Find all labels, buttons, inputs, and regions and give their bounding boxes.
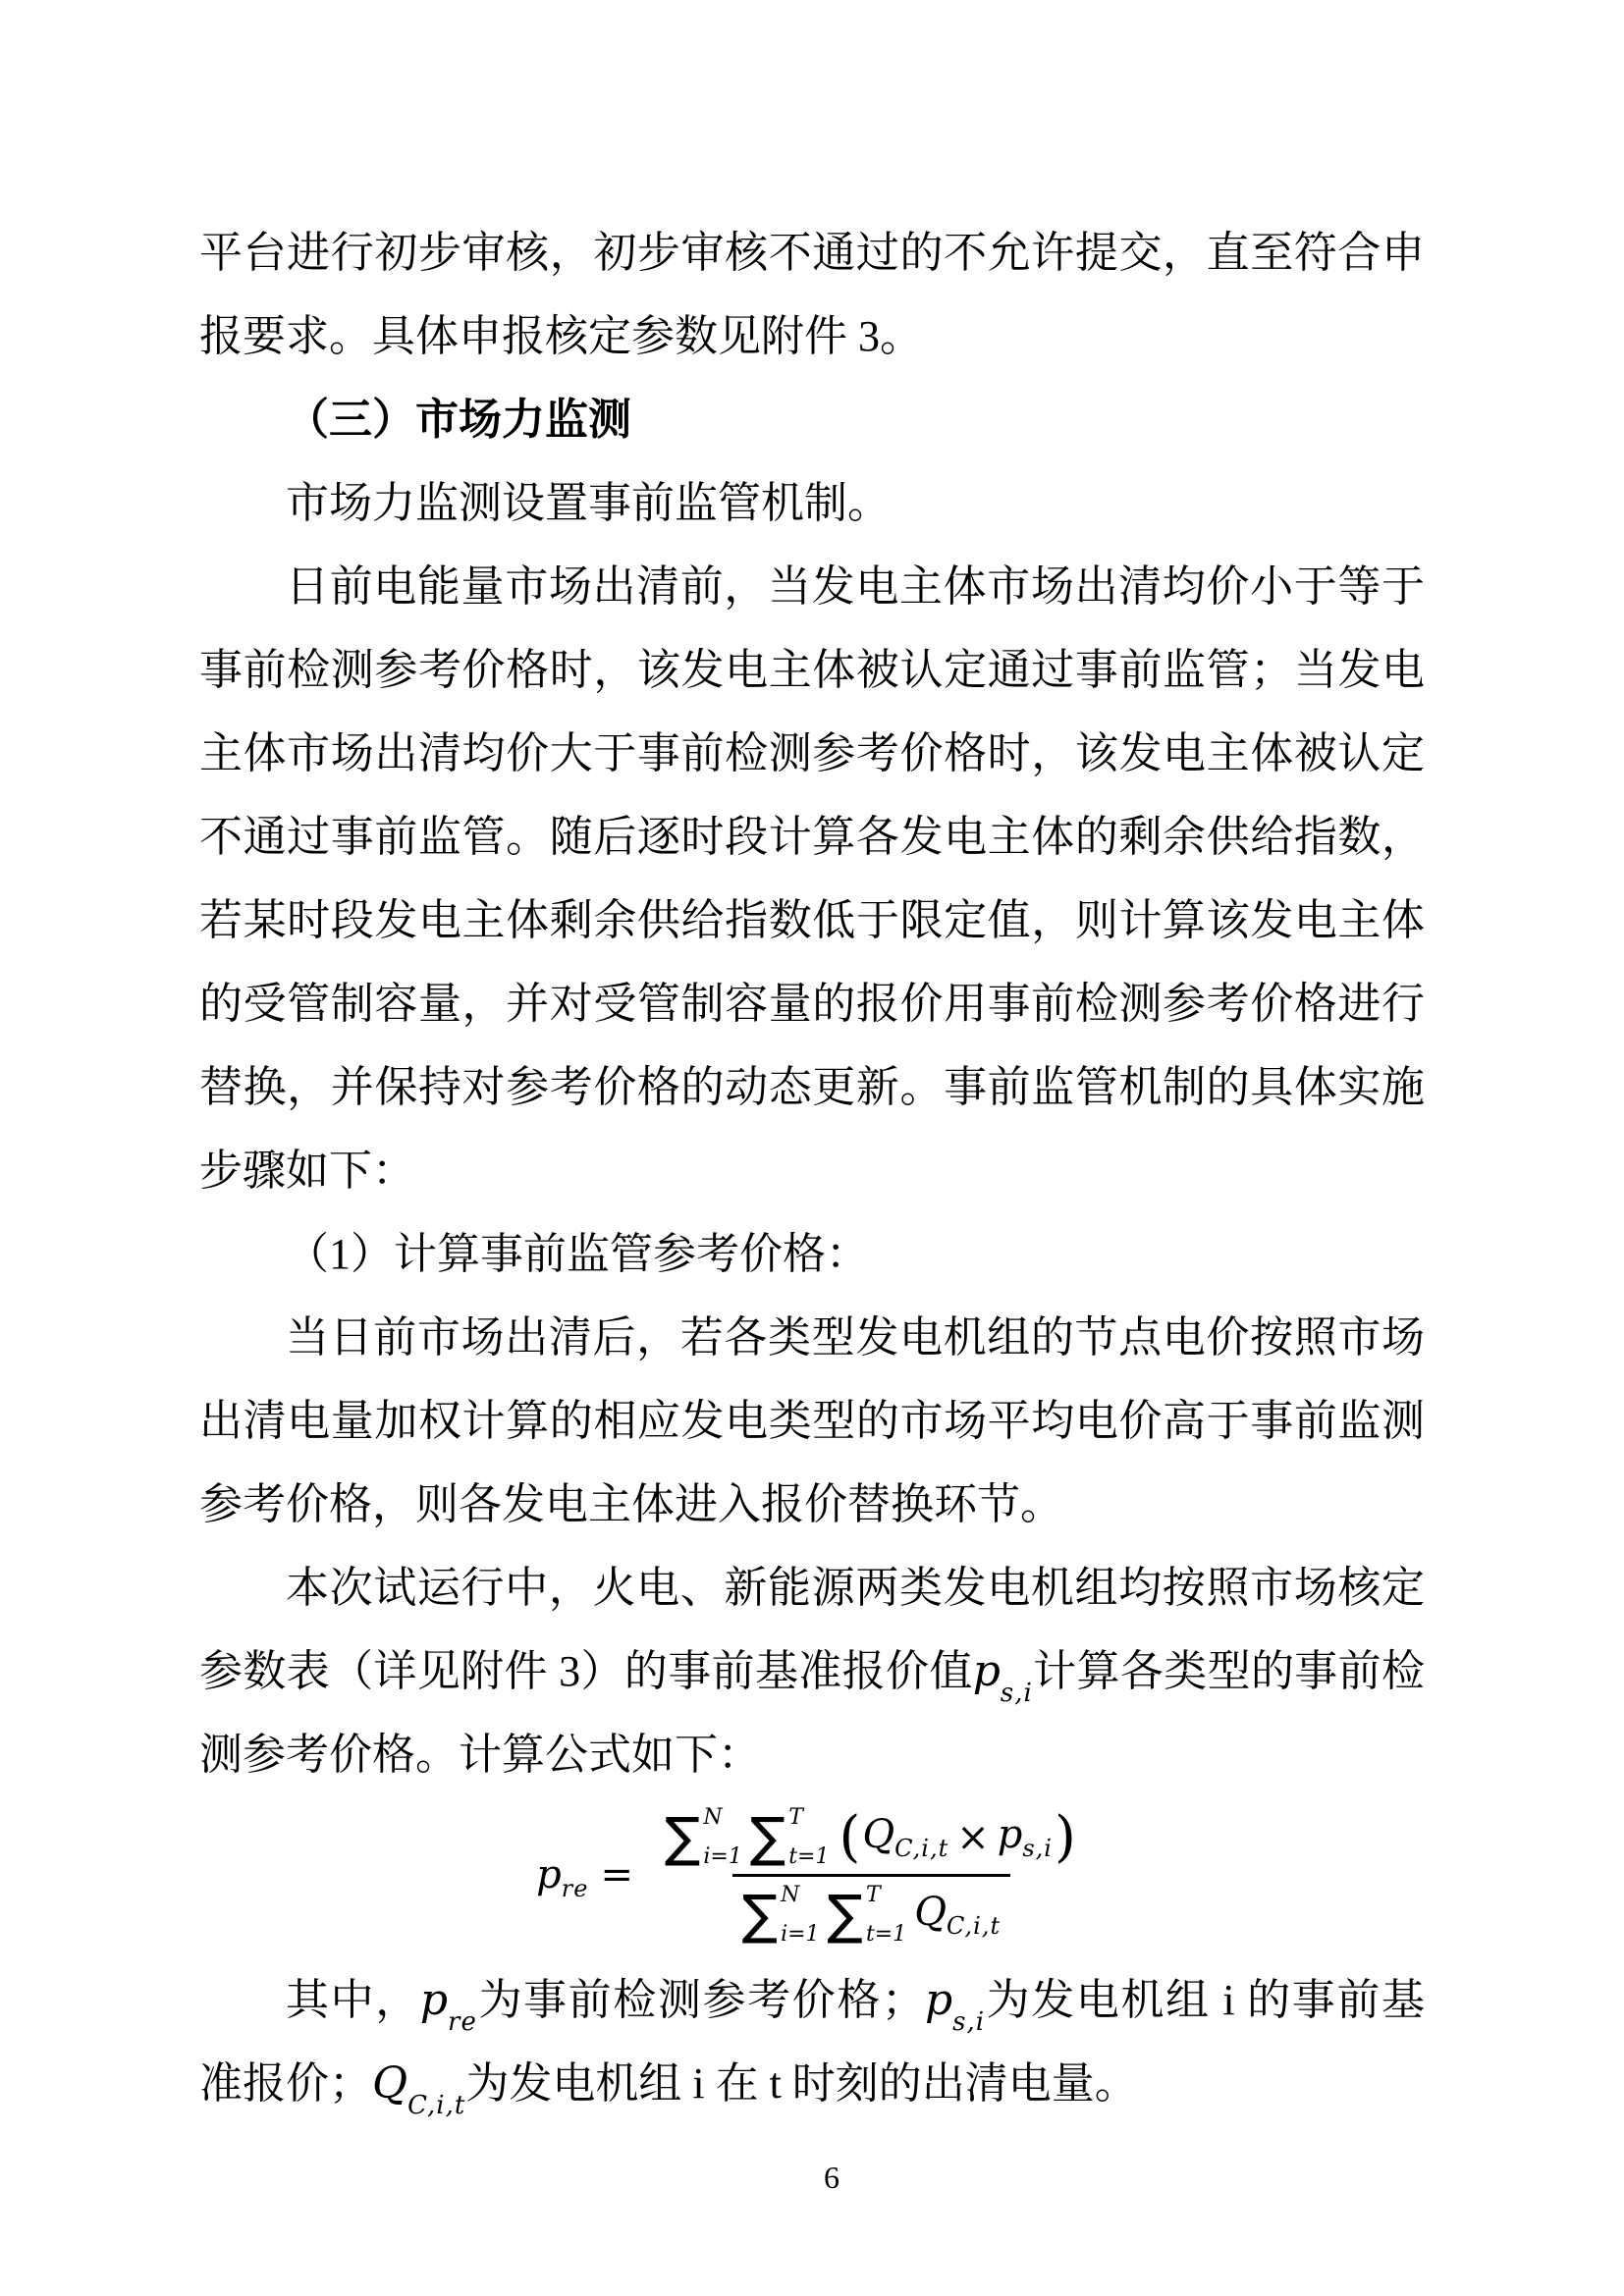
body-line: 日前电能量市场出清前，当发电主体市场出清均价小于等于 bbox=[286, 562, 1425, 611]
body-line: 步骤如下： bbox=[199, 1147, 415, 1195]
body-text: 其中， bbox=[286, 1976, 420, 2024]
math-var-p-si: $p_{s,i}$ bbox=[972, 1646, 1033, 1708]
math-var-p-re: $p_{re}$ bbox=[419, 1975, 477, 2037]
body-text: 为发电机组 i 的事前基 bbox=[985, 1976, 1425, 2024]
page-number: 6 bbox=[824, 2160, 839, 2195]
body-text: 为发电机组 i 在 t 时刻的出清电量。 bbox=[465, 2059, 1138, 2108]
math-var-q: $Q_{C,i,t}$ bbox=[862, 1812, 949, 1862]
body-text: 参数表（详见附件 3）的事前基准报价值 bbox=[199, 1647, 973, 1695]
math-var-p-si: $p_{s,i}$ bbox=[924, 1975, 986, 2037]
equals-sign: = bbox=[600, 1851, 633, 1897]
formula-numerator bbox=[655, 1803, 1088, 1874]
sum-over-t: ∑ T t=1 bbox=[749, 1805, 830, 1869]
open-paren: ( bbox=[839, 1805, 861, 1869]
body-line: 本次试运行中，火电、新能源两类发电机组均按照市场核定 bbox=[286, 1564, 1425, 1612]
body-line bbox=[199, 1958, 1425, 2042]
sum-over-t: ∑ T t=1 bbox=[827, 1883, 907, 1947]
formula-denominator bbox=[732, 1874, 1010, 1951]
formula-block bbox=[199, 1796, 1425, 1958]
body-line: 替换，并保持对参考价格的动态更新。事前监管机制的具体实施 bbox=[199, 1063, 1425, 1111]
body-line: 主体市场出清均价大于事前检测参考价格时，该发电主体被认定 bbox=[199, 729, 1425, 777]
body-line: 参考价格，则各发电主体进入报价替换环节。 bbox=[199, 1480, 1063, 1528]
formula-fraction bbox=[655, 1803, 1088, 1951]
body-line: 当日前市场出清后，若各类型发电机组的节点电价按照市场 bbox=[286, 1313, 1425, 1362]
body-line bbox=[199, 2042, 1425, 2125]
body-text: 计算各类型的事前检 bbox=[1032, 1647, 1425, 1695]
list-item-heading: （1）计算事前监管参考价格： bbox=[286, 1230, 869, 1278]
body-line: 事前检测参考价格时，该发电主体被认定通过事前监管；当发电 bbox=[199, 646, 1425, 694]
sum-over-i: ∑ N i=1 bbox=[741, 1883, 820, 1947]
math-var-p: $p_{s,i}$ bbox=[997, 1812, 1053, 1862]
sigma-symbol: ∑ bbox=[827, 1884, 863, 1946]
body-line: 测参考价格。计算公式如下： bbox=[199, 1731, 761, 1779]
document-body bbox=[199, 211, 1425, 2125]
body-text: 准报价； bbox=[199, 2059, 372, 2108]
body-line: 的受管制容量，并对受管制容量的报价用事前检测参考价格进行 bbox=[199, 980, 1425, 1028]
section-heading: （三）市场力监测 bbox=[286, 396, 631, 444]
body-line: 市场力监测设置事前监管机制。 bbox=[286, 479, 891, 527]
body-line: 若某时段发电主体剩余供给指数低于限定值，则计算该发电主体 bbox=[199, 896, 1425, 944]
sigma-symbol: ∑ bbox=[749, 1806, 786, 1868]
body-line bbox=[199, 1629, 1425, 1713]
close-paren: ) bbox=[1054, 1805, 1076, 1869]
math-var-q: $Q_{C,i,t}$ bbox=[914, 1890, 1001, 1940]
body-text: 为事前检测参考价格； bbox=[476, 1976, 925, 2024]
sum-over-i: ∑ N i=1 bbox=[664, 1805, 742, 1869]
body-line: 平台进行初步审核，初步审核不通过的不允许提交，直至符合申 bbox=[199, 229, 1425, 277]
times-sign: × bbox=[956, 1815, 990, 1860]
body-line: 报要求。具体申报核定参数见附件 3。 bbox=[199, 312, 923, 360]
sigma-symbol: ∑ bbox=[741, 1884, 779, 1946]
body-line: 出清电量加权计算的相应发电类型的市场平均电价高于事前监测 bbox=[199, 1397, 1425, 1445]
formula-lhs: $p_{re}$ = bbox=[536, 1851, 633, 1902]
body-line: 不通过事前监管。随后逐时段计算各发电主体的剩余供给指数， bbox=[199, 813, 1425, 861]
math-var-q-cit: $Q_{C,i,t}$ bbox=[372, 2058, 466, 2120]
sigma-symbol: ∑ bbox=[664, 1806, 701, 1868]
